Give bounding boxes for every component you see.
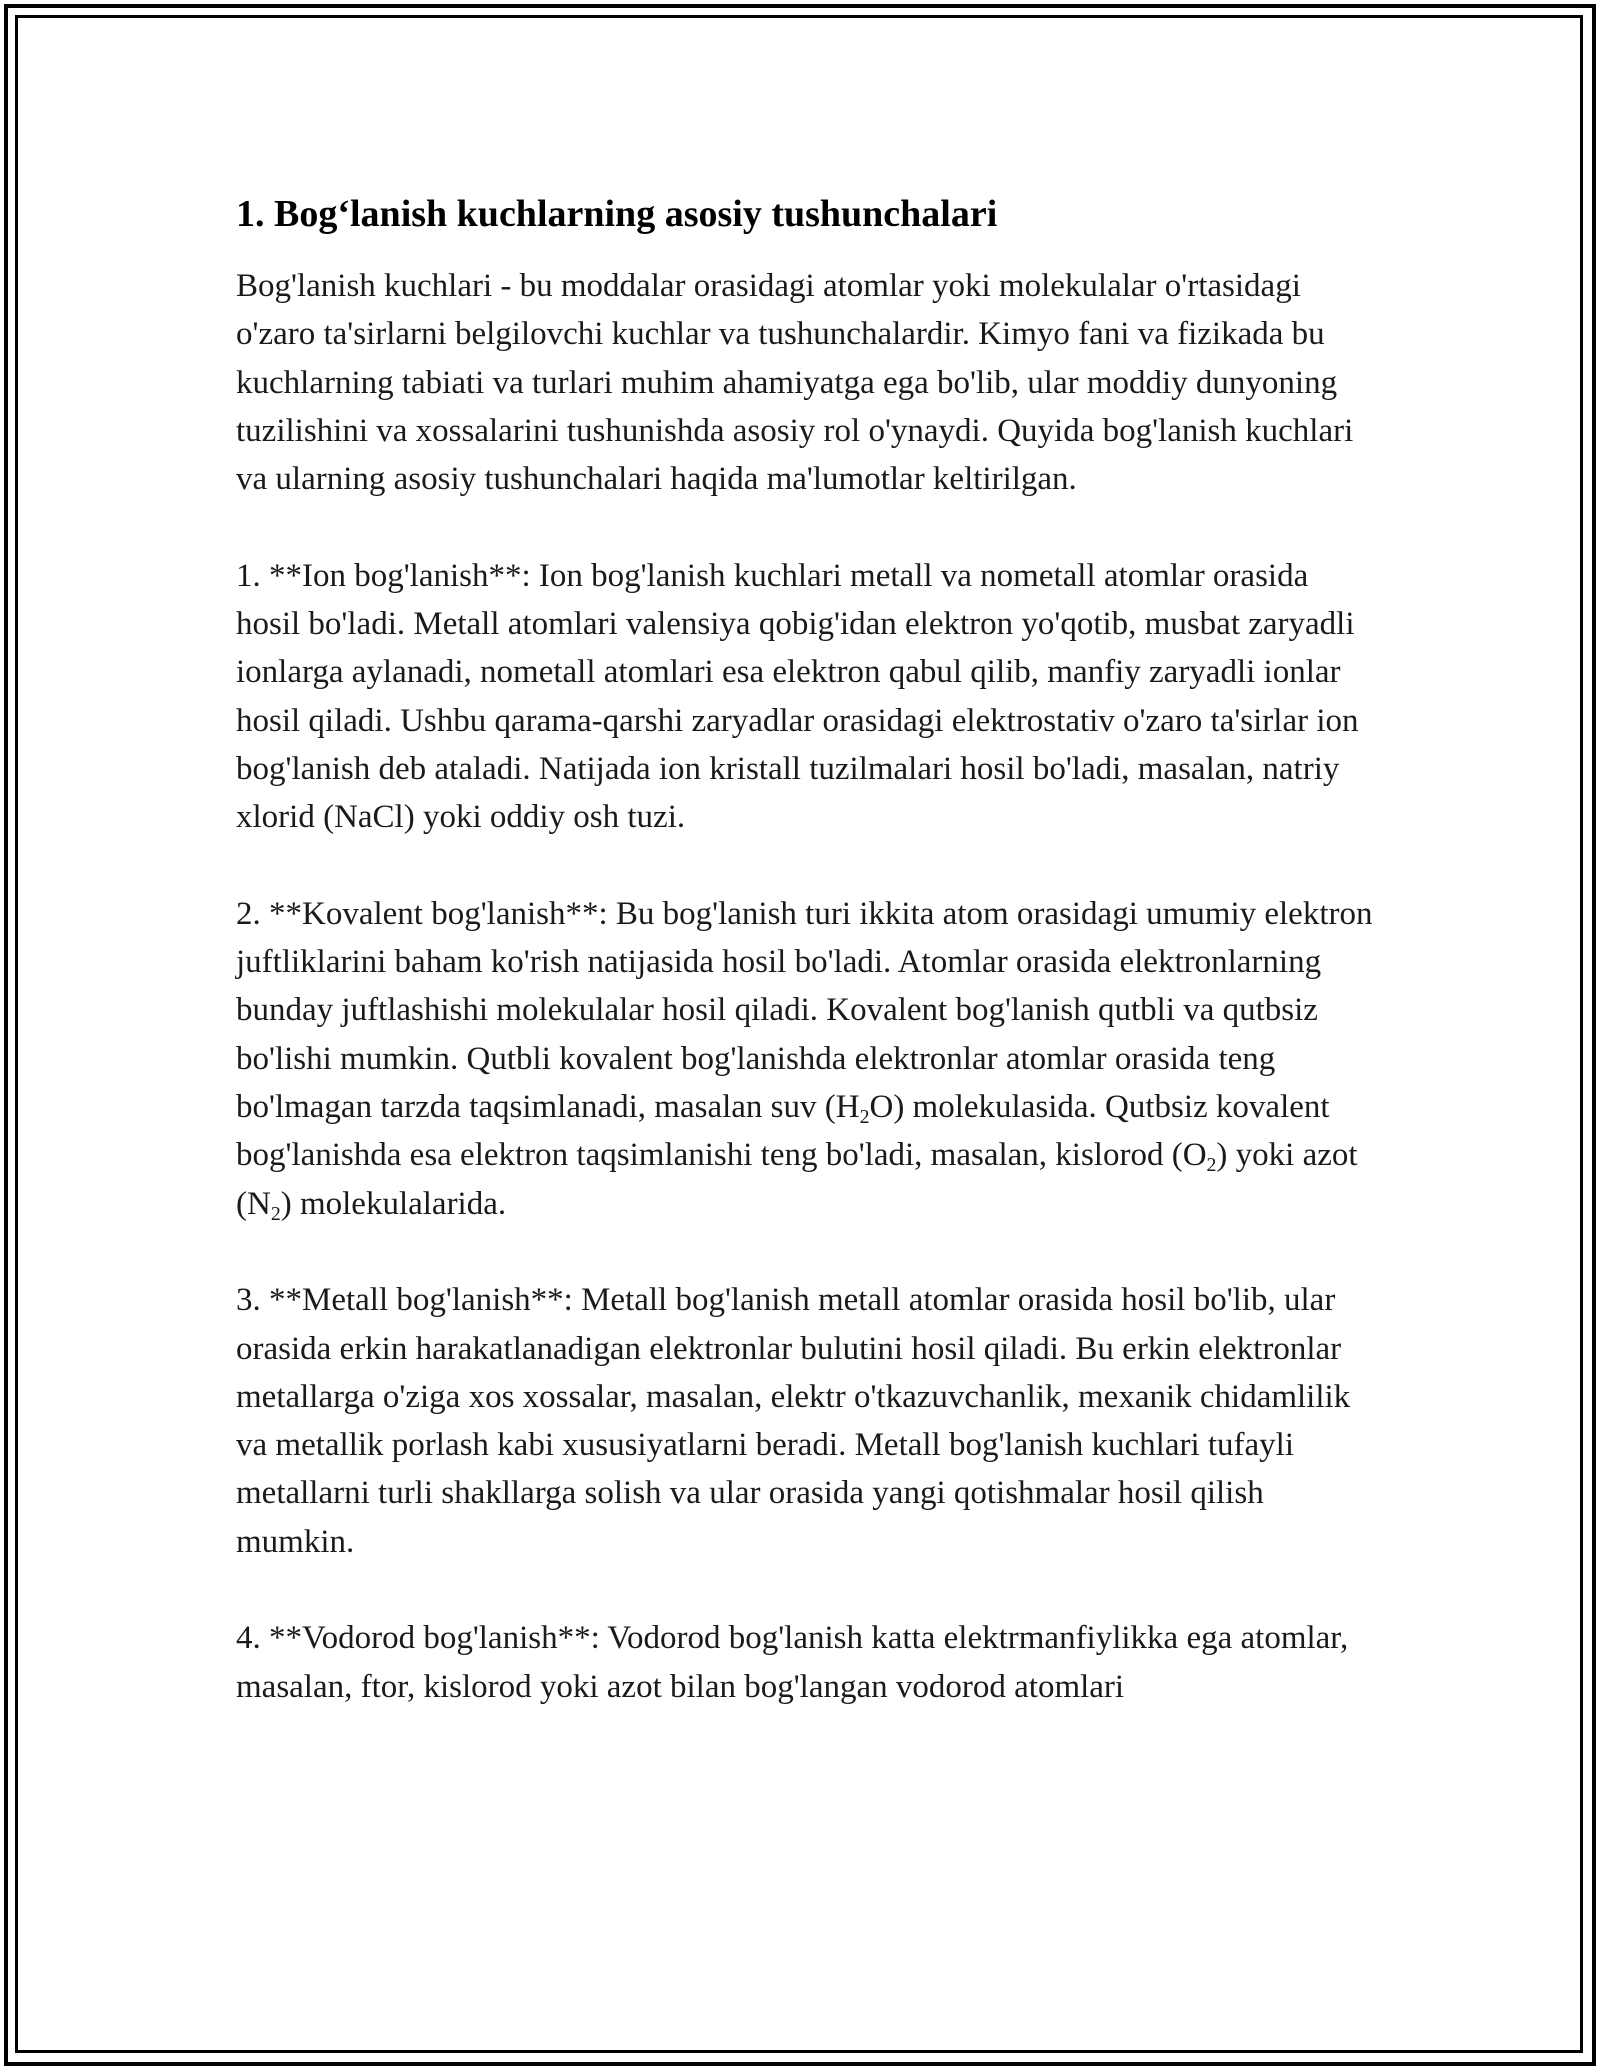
covalent-bond-paragraph	[236, 890, 1376, 1228]
ion-bond-paragraph: 1. **Ion bog'lanish**: Ion bog'lanish kuchlari metall va nometall atomlar orasida hosil bo'ladi. Metall atomlari valensiya qobig'idan elektron yo'qotib, musbat zaryadli ionlarga aylanadi, nometall atomlari esa elektron qabul qilib, manfiy zaryadli ionlar hosil qiladi. Ushbu qarama-qarshi zaryadlar orasidagi elektrostativ o'zaro ta'sirlar ion bog'lanish deb ataladi. Natijada ion kristall tuzilmalari hosil bo'ladi, masalan, natriy xlorid (NaCl) yoki oddiy osh tuzi.	[236, 557, 1359, 836]
covalent-text-4: ) molekulalarida.	[280, 1185, 507, 1222]
covalent-text-3: ) yoki azot (N	[236, 1137, 1358, 1222]
covalent-text-2: O) molekulasida. Qutbsiz kovalent bog'lanishda esa elektron taqsimlanishi teng bo'ladi, masalan, kislorod (O	[236, 1089, 1330, 1174]
section-heading: 1. Bog‘lanish kuchlarning asosiy tushunchalari	[236, 193, 998, 235]
hydrogen-bond-paragraph: 4. **Vodorod bog'lanish**: Vodorod bog'lanish katta elektrmanfiylikka ega atomlar, masalan, ftor, kislorod yoki azot bilan bog'langan vodorod atomlari	[236, 1620, 1349, 1705]
oxygen-subscript: 2	[1206, 1154, 1217, 1177]
intro-paragraph: Bog'lanish kuchlari - bu moddalar orasidagi atomlar yoki molekulalar o'rtasidagi o'zaro ta'sirlarni belgilovchi kuchlar va tushunchalardir. Kimyo fani va fizikada bu kuchlarning tabiati va turlari muhim ahamiyatga ega bo'lib, ular moddiy dunyoning tuzilishini va xossalarini tushunishda asosiy rol o'ynaydi. Quyida bog'lanish kuchlari va ularning asosiy tushunchalari haqida ma'lumotlar keltirilgan.	[236, 268, 1354, 498]
water-subscript: 2	[859, 1105, 870, 1128]
metal-bond-paragraph: 3. **Metall bog'lanish**: Metall bog'lanish metall atomlar orasida hosil bo'lib, ular orasida erkin harakatlanadigan elektronlar bulutini hosil qiladi. Bu erkin elektronlar metallarga o'ziga xos xossalar, masalan, elektr o'tkazuvchanlik, mexanik chidamlilik va metallik porlash kabi xususiyatlarni beradi. Metall bog'lanish kuchlari tufayli metallarni turli shakllarga solish va ular orasida yangi qotishmalar hosil qilish mumkin.	[236, 1282, 1351, 1560]
covalent-text-1: 2. **Kovalent bog'lanish**: Bu bog'lanish turi ikkita atom orasidagi umumiy elektron juftliklarini baham ko'rish natijasida hosil bo'ladi. Atomlar orasida elektronlarning bunday juftlashishi molekulalar hosil qiladi. Kovalent bog'lanish qutbli va qutbsiz bo'lishi mumkin. Qutbli kovalent bog'lanishda elektronlar atomlar orasida teng bo'lmagan tarzda taqsimlanadi, masalan suv (H	[236, 895, 1373, 1126]
document-body	[236, 188, 1376, 1711]
nitrogen-subscript: 2	[270, 1202, 281, 1225]
